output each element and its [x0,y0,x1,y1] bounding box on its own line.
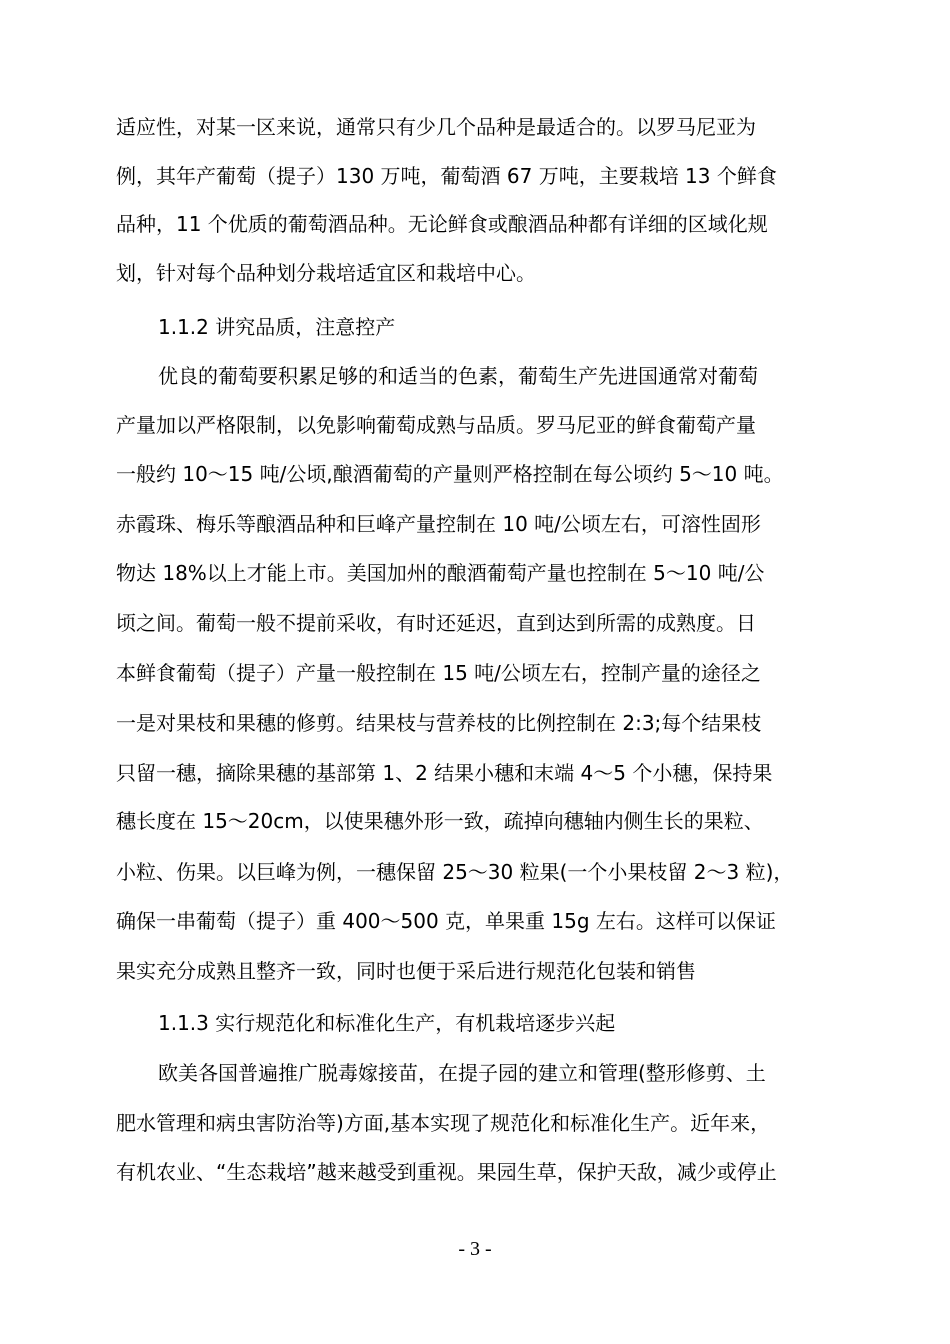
paragraph-line: 穗长度在 15～20cm，以使果穗外形一致，疏掉向穗轴内侧生长的果粒、 [116,809,764,833]
paragraph-line: 优良的葡萄要积累足够的和适当的色素，葡萄生产先进国通常对葡萄 [158,364,758,388]
section-heading: 1.1.2 讲究品质，注意控产 [158,315,396,339]
page-number: - 3 - [458,1238,492,1260]
section-heading: 1.1.3 实行规范化和标准化生产，有机栽培逐步兴起 [158,1011,616,1035]
paragraph-line: 有机农业、“生态栽培”越来越受到重视。果园生草，保护天敌，减少或停止 [116,1160,777,1184]
paragraph-line: 肥水管理和病虫害防治等)方面,基本实现了规范化和标准化生产。近年来， [116,1111,771,1135]
paragraph-line: 本鲜食葡萄（提子）产量一般控制在 15 吨/公顷左右，控制产量的途径之 [116,661,761,685]
paragraph-line: 物达 18%以上才能上市。美国加州的酿酒葡萄产量也控制在 5～10 吨/公 [116,561,765,585]
paragraph-line: 欧美各国普遍推广脱毒嫁接苗，在提子园的建立和管理(整形修剪、土 [158,1061,766,1085]
paragraph-line: 产量加以严格限制，以免影响葡萄成熟与品质。罗马尼亚的鲜食葡萄产量 [116,413,756,437]
paragraph-line: 确保一串葡萄（提子）重 400～500 克，单果重 15g 左右。这样可以保证 [116,909,776,933]
paragraph-line: 划，针对每个品种划分栽培适宜区和栽培中心。 [116,261,536,285]
paragraph-line: 果实充分成熟且整齐一致，同时也便于采后进行规范化包装和销售 [116,959,696,983]
paragraph-line: 小粒、伤果。以巨峰为例，一穗保留 25～30 粒果(一个小果枝留 2～3 粒)， [116,860,794,884]
paragraph-line: 顷之间。葡萄一般不提前采收，有时还延迟，直到达到所需的成熟度。日 [116,611,756,635]
paragraph-line: 一般约 10～15 吨/公顷,酿酒葡萄的产量则严格控制在每公顷约 5～10 吨。 [116,462,784,486]
paragraph-line: 赤霞珠、梅乐等酿酒品种和巨峰产量控制在 10 吨/公顷左右，可溶性固形 [116,512,761,536]
paragraph-line: 一是对果枝和果穗的修剪。结果枝与营养枝的比例控制在 2:3;每个结果枝 [116,711,762,735]
paragraph-line: 例，其年产葡萄（提子）130 万吨，葡萄酒 67 万吨，主要栽培 13 个鲜食 [116,164,777,188]
paragraph-line: 只留一穗，摘除果穗的基部第 1、2 结果小穗和末端 4～5 个小穗，保持果 [116,761,773,785]
paragraph-line: 适应性，对某一区来说，通常只有少几个品种是最适合的。以罗马尼亚为 [116,115,756,139]
paragraph-line: 品种，11 个优质的葡萄酒品种。无论鲜食或酿酒品种都有详细的区域化规 [116,212,768,236]
